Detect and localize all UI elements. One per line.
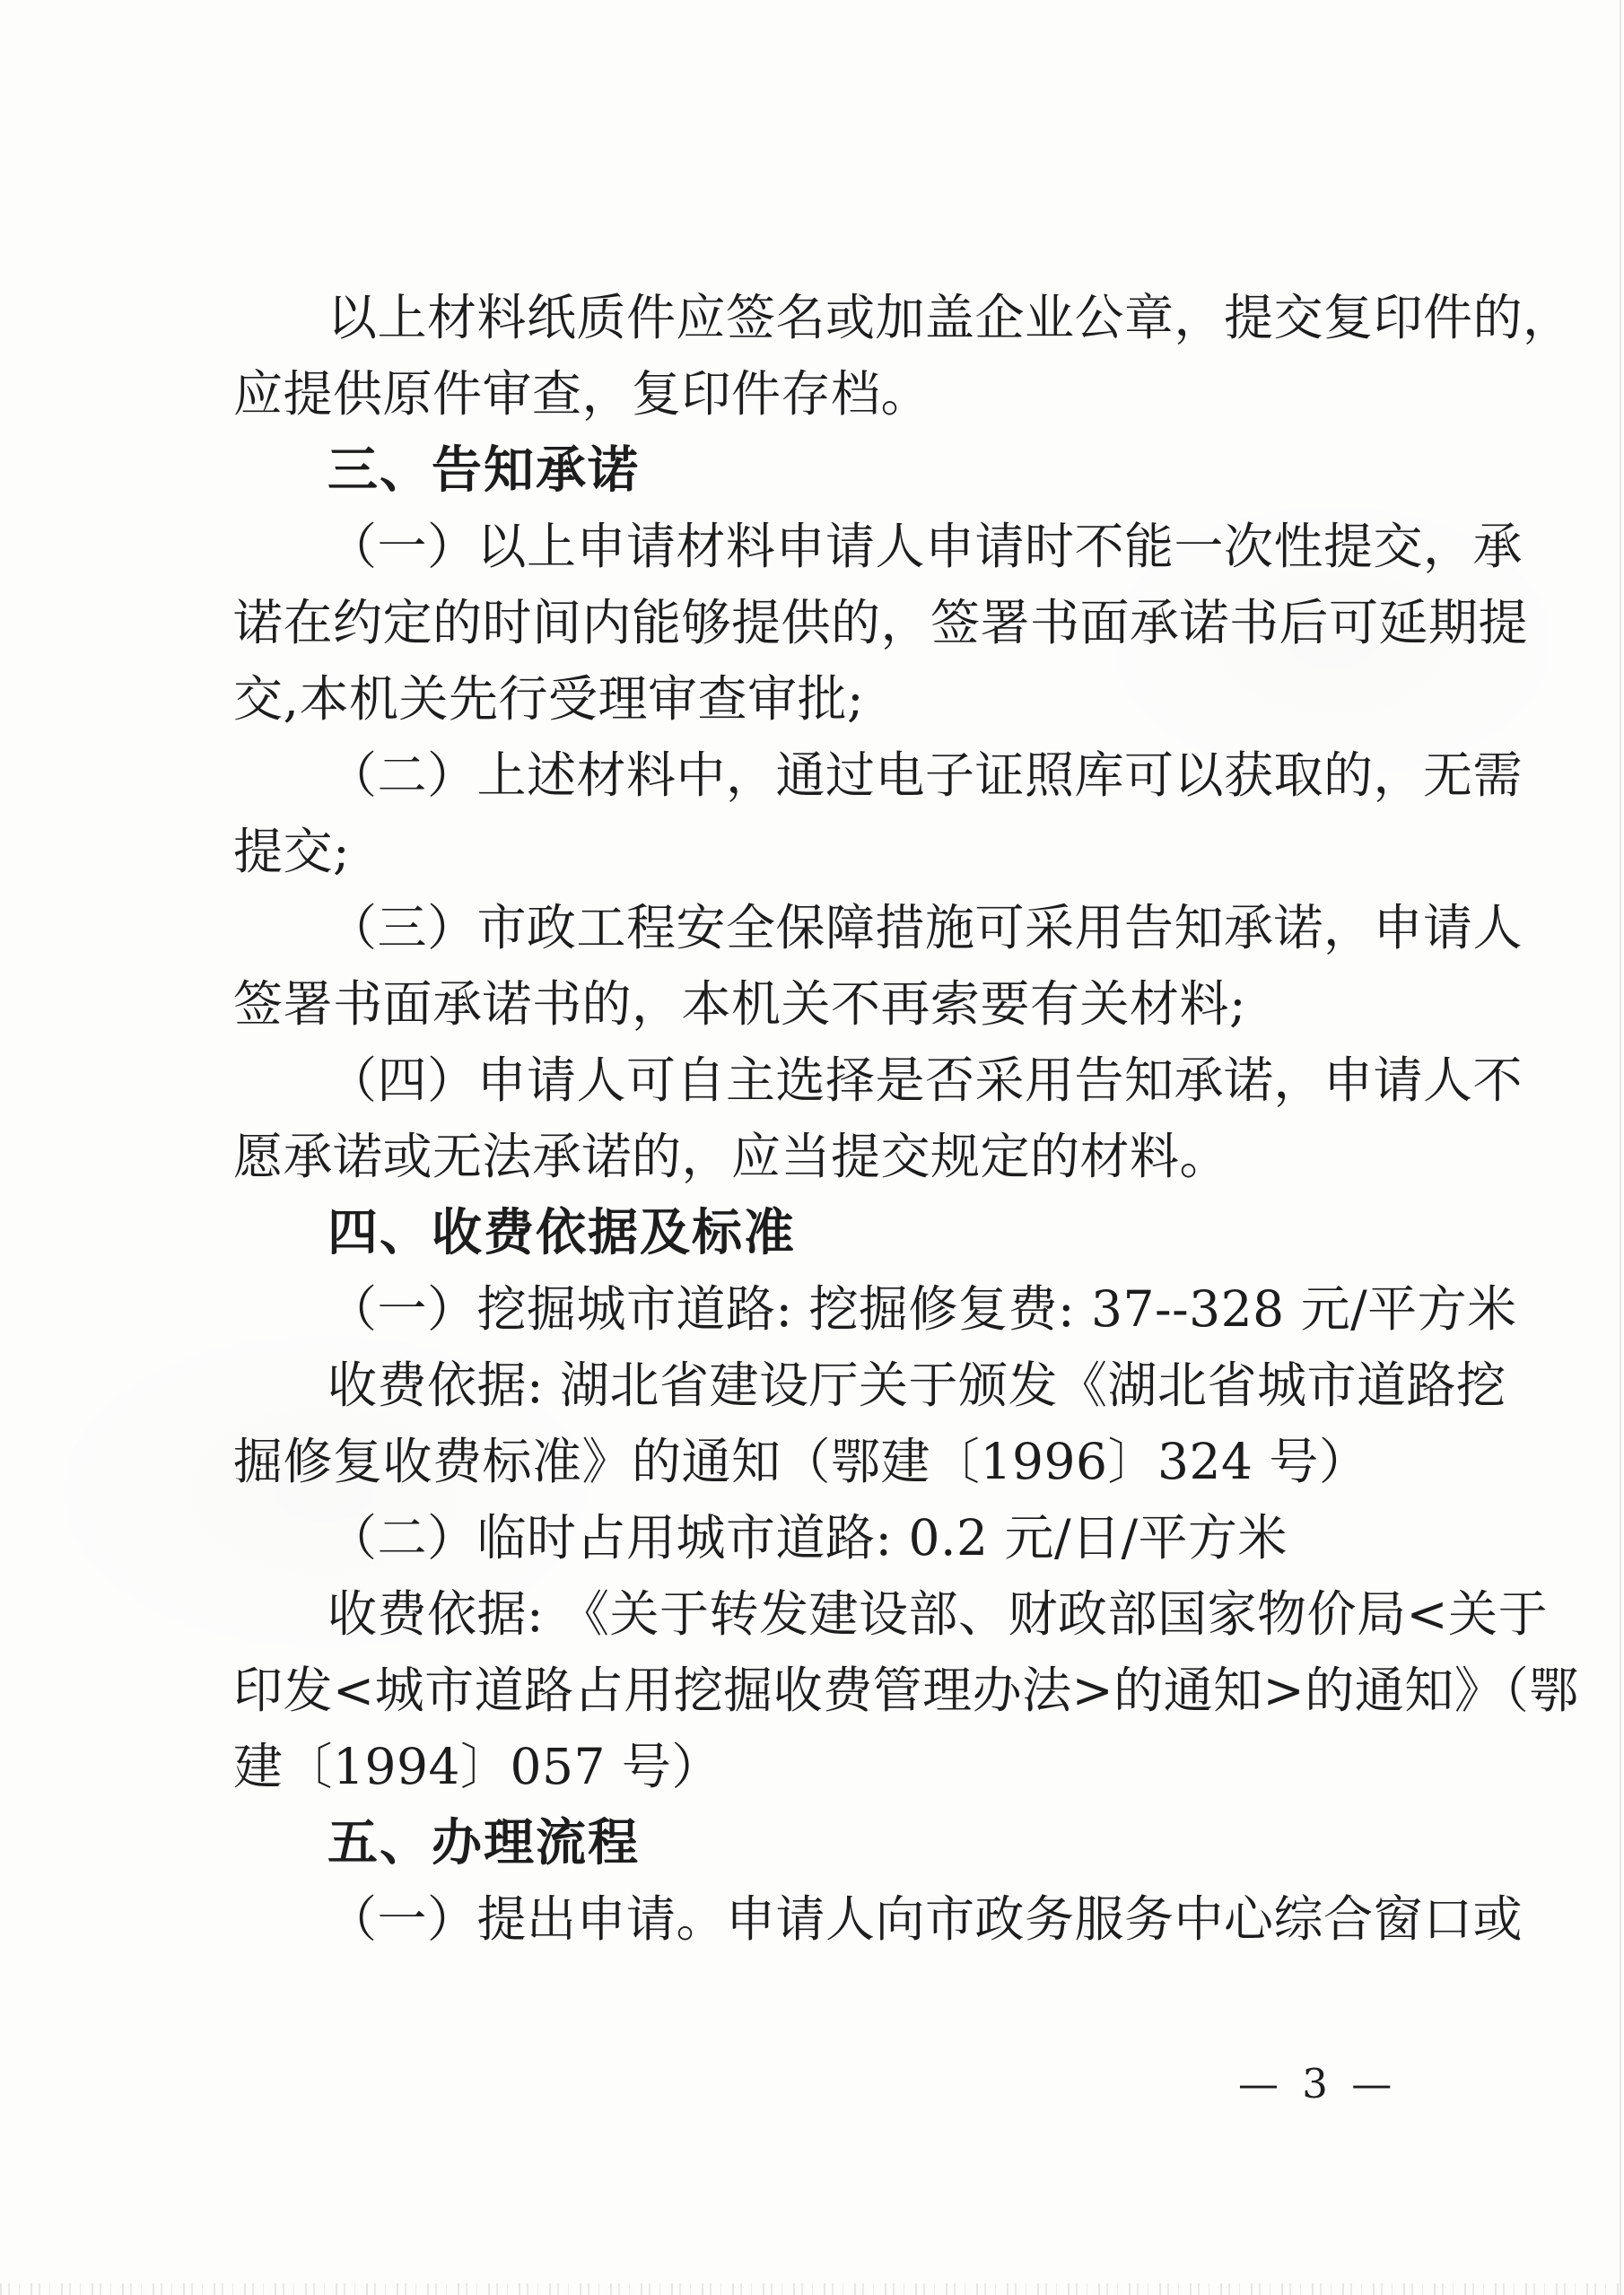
text-line: （一）提出申请。申请人向市政务服务中心综合窗口或 (327, 1890, 1524, 1948)
scan-artifact-right-edge (1620, 0, 1621, 2295)
text-line: 提交; (233, 823, 351, 880)
text-line: 以上材料纸质件应签名或加盖企业公章，提交复印件的， (327, 289, 1573, 346)
scan-artifact-bottom-edge (0, 2283, 1624, 2295)
text-line: （四）申请人可自主选择是否采用告知承诺，申请人不 (327, 1052, 1524, 1109)
text-line: 建〔1994〕057 号） (233, 1738, 721, 1795)
text-line: 应提供原件审查，复印件存档。 (233, 365, 931, 423)
section-heading: 五、办理流程 (327, 1814, 640, 1872)
text-line: 签署书面承诺书的，本机关不再索要有关材料; (233, 975, 1247, 1033)
text-line: （三）市政工程安全保障措施可采用告知承诺，申请人 (327, 899, 1524, 956)
text-line: （二）上述材料中，通过电子证照库可以获取的，无需 (327, 746, 1524, 804)
text-line: 收费依据: 《关于转发建设部、财政部国家物价局<关于 (327, 1585, 1549, 1643)
text-line: （二）临时占用城市道路: 0.2 元/日/平方米 (327, 1509, 1288, 1566)
text-line: （一）以上申请材料申请人申请时不能一次性提交，承 (327, 518, 1524, 575)
section-heading: 三、告知承诺 (327, 441, 640, 500)
text-line: 交,本机关先行受理审查审批; (233, 670, 865, 728)
text-lines (233, 280, 1579, 1958)
section-heading: 四、收费依据及标准 (327, 1204, 796, 1262)
text-line: 愿承诺或无法承诺的，应当提交规定的材料。 (233, 1128, 1230, 1185)
text-line: 收费依据: 湖北省建设厅关于颁发《湖北省城市道路挖 (327, 1357, 1506, 1414)
text-line: 诺在约定的时间内能够提供的，签署书面承诺书后可延期提 (233, 594, 1529, 651)
text-line: 掘修复收费标准》的通知（鄂建〔1996〕324 号） (233, 1433, 1369, 1490)
page-number: — 3 — (1238, 2060, 1398, 2107)
text-line: （一）挖掘城市道路: 挖掘修复费: 37--328 元/平方米 (327, 1280, 1517, 1338)
text-line: 印发<城市道路占用挖掘收费管理办法>的通知>的通知》（鄂 (233, 1662, 1579, 1719)
